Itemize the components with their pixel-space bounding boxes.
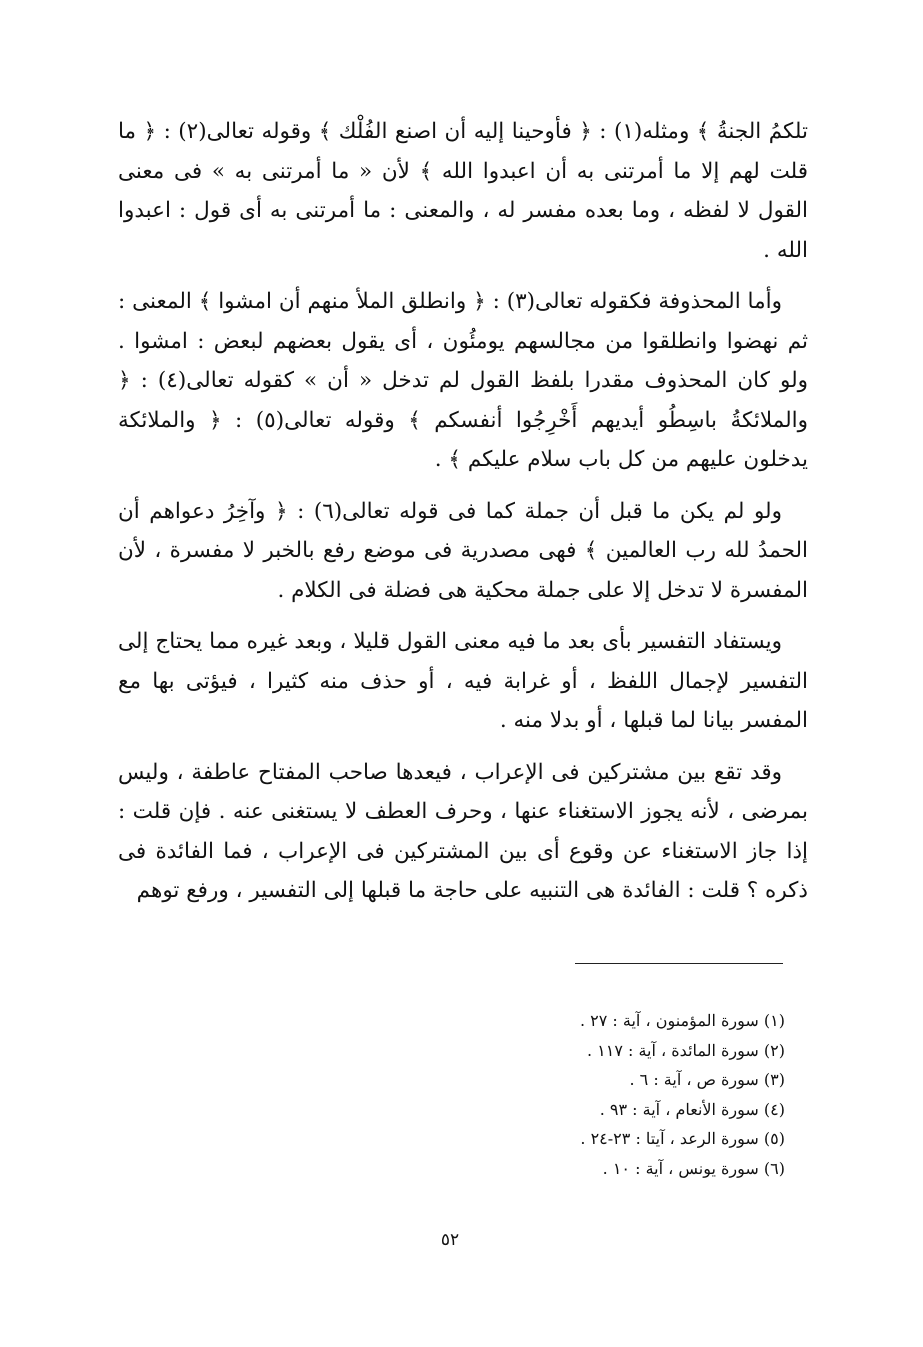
footnote-divider <box>575 963 783 964</box>
footnote-5: (٥) سورة الرعد ، آيتا : ٢٣-٢٤ . <box>580 1129 785 1148</box>
paragraph-2: وأما المحذوفة فكقوله تعالى(٣) : ﴿ وانطلق الملأ منهم أن امشوا ﴾ المعنى : ثم نهضوا وانطلقوا من مجالسهم يومئُون ، أى يقول بعضهم لبعض : امشوا . ولو كان المحذوف مقدرا بلفظ القول لم تدخل « أن » كقوله تعالى(٤) : ﴿ والملائكةُ باسِطُو أيديهم أَخْرِجُوا أنفسكم ﴾ وقوله تعالى(٥) : ﴿ والملائكة يدخلون عليهم من كل باب سلام عليكم ﴾ . <box>118 289 809 472</box>
paragraph-1: تلكمُ الجنةُ ﴾ ومثله(١) : ﴿ فأوحينا إليه أن اصنع الفُلْك ﴾ وقوله تعالى(٢) : ﴿ ما قلت لهم إلا ما أمرتنى به أن اعبدوا الله ﴾ لأن « ما أمرتنى به » فى معنى القول لا لفظه ، وما بعده مفسر له ، والمعنى : ما أمرتنى به أى قول : اعبدوا الله . <box>118 119 808 263</box>
main-text <box>118 112 808 923</box>
footnote-3: (٣) سورة ص ، آية : ٦ . <box>629 1070 785 1089</box>
paragraph-5: وقد تقع بين مشتركين فى الإعراب ، فيعدها صاحب المفتاح عاطفة ، وليس بمرضى ، لأنه يجوز الاستغناء عنها ، وحرف العطف لا يستغنى عنه . فإن قلت : إذا جاز الاستغناء عن وقوع أى بين المشتركين فى الإعراب ، فما الفائدة فى ذكره ؟ قلت : الفائدة هى التنبيه على حاجة ما قبلها إلى التفسير ، ورفع توهم <box>118 759 808 903</box>
footnote-2: (٢) سورة المائدة ، آية : ١١٧ . <box>586 1040 785 1060</box>
paragraph-3: ولو لم يكن ما قبل أن جملة كما فى قوله تعالى(٦) : ﴿ وآخِرُ دعواهم أن الحمدُ لله رب العالمين ﴾ فهى مصدرية فى موضع رفع بالخبر لا مفسرة ، لأن المفسرة لا تدخل إلا على جملة محكية هى فضلة فى الكلام . <box>118 498 808 603</box>
footnote-4: (٤) سورة الأنعام ، آية : ٩٣ . <box>599 1099 785 1119</box>
paragraph-4: ويستفاد التفسير بأى بعد ما فيه معنى القول قليلا ، وبعد غيره مما يحتاج إلى التفسير لإجمال اللفظ ، أو غرابة فيه ، أو حذف منه كثيرا ، فيؤتى بها مع المفسر بيانا لما قبلها ، أو بدلا منه . <box>118 629 808 733</box>
footnotes <box>300 1006 785 1183</box>
footnote-1: (١) سورة المؤمنون ، آية : ٢٧ . <box>579 1011 785 1030</box>
page-number: ٥٢ <box>440 1230 460 1250</box>
footnote-6: (٦) سورة يونس ، آية : ١٠ . <box>602 1158 785 1178</box>
